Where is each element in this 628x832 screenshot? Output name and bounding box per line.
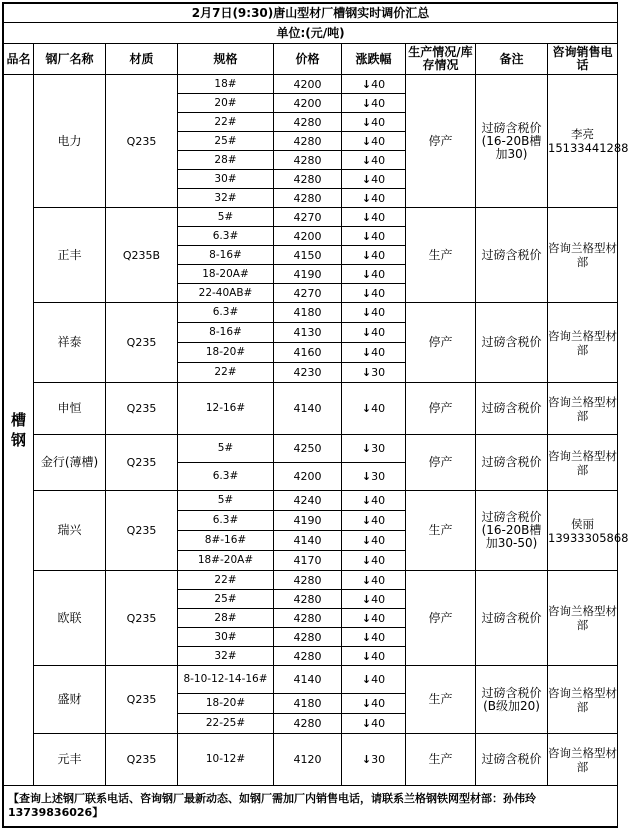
change-cell xyxy=(342,511,406,531)
material-cell: Q235 xyxy=(106,491,178,571)
note-cell: 过磅含税价 xyxy=(476,383,548,435)
mill-name: 盛财 xyxy=(34,666,106,734)
price-cell: 4200 xyxy=(274,227,342,246)
title-row xyxy=(4,4,618,23)
change-value: 40 xyxy=(371,248,386,262)
change-value: 40 xyxy=(371,229,386,243)
down-arrow-icon: ↓ xyxy=(361,753,372,766)
change-value: 40 xyxy=(371,210,386,224)
price-row xyxy=(4,303,618,323)
price-cell: 4280 xyxy=(274,571,342,590)
down-arrow-icon: ↓ xyxy=(361,573,372,587)
change-value: 40 xyxy=(371,115,386,129)
header-row xyxy=(4,44,618,75)
contact-cell: 咨询兰格型材部 xyxy=(548,734,618,786)
spec-cell: 18-20# xyxy=(178,343,274,363)
spec-cell: 10-12# xyxy=(178,734,274,786)
spec-cell: 6.3# xyxy=(178,463,274,491)
change-cell xyxy=(342,265,406,284)
spec-cell: 22# xyxy=(178,571,274,590)
header-note: 备注 xyxy=(476,44,548,75)
price-cell: 4200 xyxy=(274,75,342,94)
header-category: 品名 xyxy=(4,44,34,75)
spec-cell: 6.3# xyxy=(178,303,274,323)
down-arrow-icon: ↓ xyxy=(361,470,372,483)
price-cell: 4120 xyxy=(274,734,342,786)
price-cell: 4180 xyxy=(274,303,342,323)
change-value: 40 xyxy=(371,77,386,91)
spec-cell: 8-16# xyxy=(178,246,274,265)
price-table xyxy=(3,3,628,827)
change-value: 40 xyxy=(371,630,386,644)
price-cell: 4180 xyxy=(274,694,342,714)
mill-name: 正丰 xyxy=(34,208,106,303)
change-value: 40 xyxy=(371,514,386,527)
change-cell xyxy=(342,435,406,463)
header-material: 材质 xyxy=(106,44,178,75)
down-arrow-icon: ↓ xyxy=(361,191,372,205)
change-value: 40 xyxy=(371,134,386,148)
price-cell: 4200 xyxy=(274,94,342,113)
change-cell xyxy=(342,647,406,666)
price-row xyxy=(4,208,618,227)
contact-cell: 咨询兰格型材部 xyxy=(548,303,618,383)
contact-cell: 咨询兰格型材部 xyxy=(548,571,618,666)
change-value: 40 xyxy=(371,172,386,186)
material-cell: Q235 xyxy=(106,75,178,208)
price-cell: 4230 xyxy=(274,363,342,383)
spec-cell: 22# xyxy=(178,363,274,383)
spec-cell: 22# xyxy=(178,113,274,132)
price-cell: 4140 xyxy=(274,531,342,551)
change-value: 40 xyxy=(371,611,386,625)
change-cell xyxy=(342,75,406,94)
change-value: 40 xyxy=(371,267,386,281)
category-cell: 槽钢 xyxy=(4,75,34,786)
price-row xyxy=(4,666,618,694)
down-arrow-icon: ↓ xyxy=(361,697,372,710)
header-price: 价格 xyxy=(274,44,342,75)
price-cell: 4190 xyxy=(274,511,342,531)
header-contact: 咨询销售电话 xyxy=(548,44,618,75)
header-mill: 钢厂名称 xyxy=(34,44,106,75)
footer-note: 【查询上述钢厂联系电话、咨询钢厂最新动态、如钢厂需加厂内销售电话，请联系兰格钢铁网型材部：孙伟玲13739836026】 xyxy=(4,786,618,827)
change-cell xyxy=(342,132,406,151)
note-cell: 过磅含税价 xyxy=(476,571,548,666)
mill-name: 祥泰 xyxy=(34,303,106,383)
down-arrow-icon: ↓ xyxy=(361,96,372,110)
unit-label: 单位:(元/吨) xyxy=(4,23,618,44)
down-arrow-icon: ↓ xyxy=(361,494,372,507)
contact-cell: 咨询兰格型材部 xyxy=(548,666,618,734)
note-cell: 过磅含税价 xyxy=(476,734,548,786)
change-cell xyxy=(342,208,406,227)
change-value: 40 xyxy=(371,326,386,339)
production-status: 停产 xyxy=(406,435,476,491)
price-cell: 4280 xyxy=(274,170,342,189)
spec-cell: 18# xyxy=(178,75,274,94)
price-cell: 4170 xyxy=(274,551,342,571)
change-value: 40 xyxy=(371,697,386,710)
mill-name: 电力 xyxy=(34,75,106,208)
down-arrow-icon: ↓ xyxy=(361,115,372,129)
spec-cell: 32# xyxy=(178,189,274,208)
change-cell xyxy=(342,590,406,609)
down-arrow-icon: ↓ xyxy=(361,248,372,262)
spec-cell: 18#-20A# xyxy=(178,551,274,571)
material-cell: Q235 xyxy=(106,303,178,383)
change-value: 40 xyxy=(371,494,386,507)
change-value: 40 xyxy=(371,96,386,110)
spec-cell: 6.3# xyxy=(178,511,274,531)
change-cell xyxy=(342,246,406,265)
change-value: 40 xyxy=(371,534,386,547)
material-cell: Q235 xyxy=(106,571,178,666)
change-cell xyxy=(342,531,406,551)
down-arrow-icon: ↓ xyxy=(361,346,372,359)
spec-cell: 8-10-12-14-16# xyxy=(178,666,274,694)
price-row xyxy=(4,435,618,463)
spec-cell: 8#-16# xyxy=(178,531,274,551)
down-arrow-icon: ↓ xyxy=(361,172,372,186)
price-cell: 4280 xyxy=(274,151,342,170)
change-cell xyxy=(342,170,406,189)
material-cell: Q235B xyxy=(106,208,178,303)
down-arrow-icon: ↓ xyxy=(361,630,372,644)
spec-cell: 28# xyxy=(178,609,274,628)
contact-cell: 咨询兰格型材部 xyxy=(548,383,618,435)
price-cell: 4140 xyxy=(274,666,342,694)
production-status: 停产 xyxy=(406,571,476,666)
production-status: 停产 xyxy=(406,75,476,208)
spec-cell: 5# xyxy=(178,208,274,227)
unit-row xyxy=(4,23,618,44)
footer-row xyxy=(4,786,618,827)
price-row xyxy=(4,491,618,511)
down-arrow-icon: ↓ xyxy=(361,229,372,243)
down-arrow-icon: ↓ xyxy=(361,611,372,625)
down-arrow-icon: ↓ xyxy=(361,554,372,567)
price-cell: 4280 xyxy=(274,590,342,609)
change-value: 40 xyxy=(371,717,386,730)
price-cell: 4160 xyxy=(274,343,342,363)
spec-cell: 25# xyxy=(178,590,274,609)
price-cell: 4140 xyxy=(274,383,342,435)
down-arrow-icon: ↓ xyxy=(361,267,372,281)
price-cell: 4190 xyxy=(274,265,342,284)
down-arrow-icon: ↓ xyxy=(361,366,372,379)
note-cell: 过磅含税价 xyxy=(476,435,548,491)
mill-name: 瑞兴 xyxy=(34,491,106,571)
price-cell: 4150 xyxy=(274,246,342,265)
down-arrow-icon: ↓ xyxy=(361,153,372,167)
mill-name: 欧联 xyxy=(34,571,106,666)
change-cell xyxy=(342,666,406,694)
price-cell: 4280 xyxy=(274,714,342,734)
down-arrow-icon: ↓ xyxy=(361,717,372,730)
change-cell xyxy=(342,491,406,511)
change-cell xyxy=(342,628,406,647)
down-arrow-icon: ↓ xyxy=(361,534,372,547)
production-status: 生产 xyxy=(406,734,476,786)
contact-cell: 侯丽13933305868 xyxy=(548,491,618,571)
change-cell xyxy=(342,694,406,714)
down-arrow-icon: ↓ xyxy=(361,649,372,663)
spec-cell: 5# xyxy=(178,491,274,511)
change-value: 30 xyxy=(371,753,386,766)
spec-cell: 28# xyxy=(178,151,274,170)
price-row xyxy=(4,571,618,590)
change-cell xyxy=(342,571,406,590)
price-cell: 4280 xyxy=(274,113,342,132)
change-cell xyxy=(342,94,406,113)
header-spec: 规格 xyxy=(178,44,274,75)
down-arrow-icon: ↓ xyxy=(361,210,372,224)
down-arrow-icon: ↓ xyxy=(361,514,372,527)
change-cell xyxy=(342,734,406,786)
down-arrow-icon: ↓ xyxy=(361,442,372,455)
change-cell xyxy=(342,323,406,343)
change-cell xyxy=(342,343,406,363)
change-cell xyxy=(342,463,406,491)
production-status: 停产 xyxy=(406,303,476,383)
price-cell: 4280 xyxy=(274,628,342,647)
change-cell xyxy=(342,609,406,628)
contact-cell: 咨询兰格型材部 xyxy=(548,435,618,491)
mill-name: 金行(薄槽) xyxy=(34,435,106,491)
change-cell xyxy=(342,383,406,435)
price-sheet xyxy=(2,2,628,828)
spec-cell: 30# xyxy=(178,628,274,647)
change-cell xyxy=(342,227,406,246)
down-arrow-icon: ↓ xyxy=(361,306,372,319)
change-value: 30 xyxy=(371,366,386,379)
mill-name: 申恒 xyxy=(34,383,106,435)
spec-cell: 6.3# xyxy=(178,227,274,246)
down-arrow-icon: ↓ xyxy=(361,77,372,91)
spec-cell: 25# xyxy=(178,132,274,151)
down-arrow-icon: ↓ xyxy=(361,402,372,415)
down-arrow-icon: ↓ xyxy=(361,326,372,339)
change-value: 40 xyxy=(371,573,386,587)
price-cell: 4270 xyxy=(274,284,342,303)
spec-cell: 18-20A# xyxy=(178,265,274,284)
down-arrow-icon: ↓ xyxy=(361,134,372,148)
material-cell: Q235 xyxy=(106,435,178,491)
change-value: 40 xyxy=(371,286,386,300)
price-cell: 4240 xyxy=(274,491,342,511)
down-arrow-icon: ↓ xyxy=(361,673,372,686)
change-value: 40 xyxy=(371,346,386,359)
spec-cell: 8-16# xyxy=(178,323,274,343)
change-value: 40 xyxy=(371,649,386,663)
change-cell xyxy=(342,284,406,303)
price-cell: 4250 xyxy=(274,435,342,463)
spec-cell: 20# xyxy=(178,94,274,113)
spec-cell: 18-20# xyxy=(178,694,274,714)
sheet-title: 2月7日(9:30)唐山型材厂槽钢实时调价汇总 xyxy=(4,4,618,23)
note-cell: 过磅含税价(16-20B槽加30-50) xyxy=(476,491,548,571)
price-row xyxy=(4,383,618,435)
change-cell xyxy=(342,551,406,571)
change-value: 40 xyxy=(371,402,386,415)
change-value: 40 xyxy=(371,191,386,205)
spec-cell: 12-16# xyxy=(178,383,274,435)
change-cell xyxy=(342,189,406,208)
production-status: 停产 xyxy=(406,383,476,435)
header-change: 涨跌幅 xyxy=(342,44,406,75)
change-cell xyxy=(342,113,406,132)
change-cell xyxy=(342,303,406,323)
change-cell xyxy=(342,363,406,383)
change-value: 40 xyxy=(371,592,386,606)
change-value: 30 xyxy=(371,470,386,483)
mill-name: 元丰 xyxy=(34,734,106,786)
production-status: 生产 xyxy=(406,666,476,734)
spec-cell: 30# xyxy=(178,170,274,189)
production-status: 生产 xyxy=(406,491,476,571)
header-status: 生产情况/库存情况 xyxy=(406,44,476,75)
note-cell: 过磅含税价 xyxy=(476,208,548,303)
price-cell: 4280 xyxy=(274,189,342,208)
note-cell: 过磅含税价(16-20B槽加30) xyxy=(476,75,548,208)
price-row xyxy=(4,734,618,786)
contact-cell: 咨询兰格型材部 xyxy=(548,208,618,303)
change-value: 40 xyxy=(371,306,386,319)
price-cell: 4200 xyxy=(274,463,342,491)
change-cell xyxy=(342,714,406,734)
change-cell xyxy=(342,151,406,170)
change-value: 30 xyxy=(371,442,386,455)
change-value: 40 xyxy=(371,554,386,567)
material-cell: Q235 xyxy=(106,383,178,435)
price-cell: 4270 xyxy=(274,208,342,227)
price-row xyxy=(4,75,618,94)
price-cell: 4130 xyxy=(274,323,342,343)
price-cell: 4280 xyxy=(274,647,342,666)
note-cell: 过磅含税价(B级加20) xyxy=(476,666,548,734)
price-cell: 4280 xyxy=(274,132,342,151)
note-cell: 过磅含税价 xyxy=(476,303,548,383)
change-value: 40 xyxy=(371,673,386,686)
production-status: 生产 xyxy=(406,208,476,303)
material-cell: Q235 xyxy=(106,734,178,786)
spec-cell: 22-40AB# xyxy=(178,284,274,303)
price-cell: 4280 xyxy=(274,609,342,628)
spec-cell: 22-25# xyxy=(178,714,274,734)
spec-cell: 32# xyxy=(178,647,274,666)
down-arrow-icon: ↓ xyxy=(361,592,372,606)
contact-cell: 李亮15133441288 xyxy=(548,75,618,208)
down-arrow-icon: ↓ xyxy=(361,286,372,300)
material-cell: Q235 xyxy=(106,666,178,734)
spec-cell: 5# xyxy=(178,435,274,463)
change-value: 40 xyxy=(371,153,386,167)
